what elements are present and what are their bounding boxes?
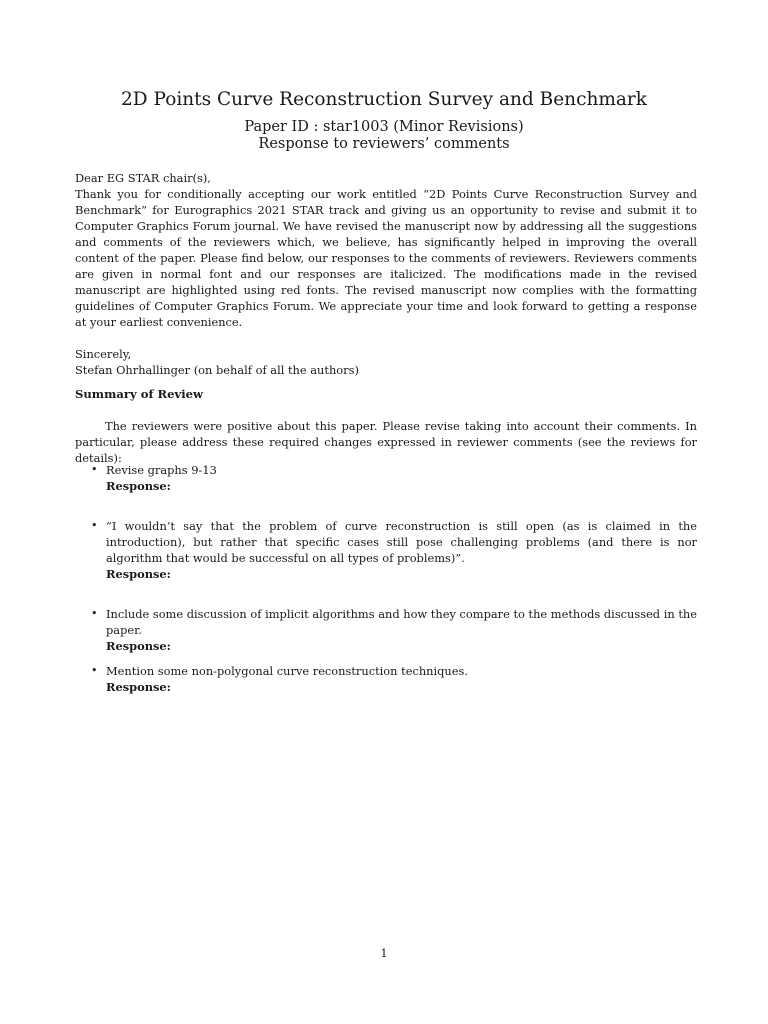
summary-heading: Summary of Review (75, 387, 203, 401)
item-text: Mention some non-polygonal curve reconstruction techniques. (106, 664, 468, 678)
bullet-icon: • (91, 519, 98, 532)
letter-body: Thank you for conditionally accepting our work entitled “2D Points Curve Reconstruction Survey and Benchmark” for Eurographics 2021 STAR track and giving us an opportunity to revise and submit it to Computer Graphics Forum journal. We have revised the manuscript now by addressing all the suggestions and comments of the reviewers which, we believe, has significantly helped in improving the overall content of the paper. Please find below, our responses to the comments of reviewers. Reviewers comments are given in normal font and our responses are italicized. The modifications made in the revised manuscript are highlighted using red fonts. The revised manuscript now complies with the formatting guidelines of Computer Graphics Forum. We appreciate your time and look forward to getting a response at your earliest convenience. (75, 187, 697, 329)
document-title: 2D Points Curve Reconstruction Survey and Benchmark (121, 89, 647, 110)
response-heading: Response to reviewers’ comments (258, 136, 510, 152)
bullet-icon: • (91, 664, 98, 677)
response-label: Response: (106, 479, 171, 493)
cover-letter (75, 170, 697, 378)
list-item (75, 462, 697, 494)
page-number: 1 (380, 946, 388, 960)
summary-text: The reviewers were positive about this paper. Please revise taking into account their comments. In particular, please address these required changes expressed in reviewer comments (see the reviews for details): (75, 419, 697, 465)
list-item (75, 518, 697, 582)
closing: Sincerely, (75, 347, 132, 361)
item-text: Revise graphs 9-13 (106, 463, 217, 477)
response-label: Response: (106, 567, 171, 581)
signature: Stefan Ohrhallinger (on behalf of all the authors) (75, 363, 359, 377)
paper-id-line: Paper ID : star1003 (Minor Revisions) (244, 119, 524, 135)
item-text: “I wouldn’t say that the problem of curve reconstruction is still open (as is claimed in the introduction), but rather that specific cases still pose challenging problems (and there is nor algorithm that would be successful on all types of problems)”. (106, 519, 697, 565)
list-item (75, 606, 697, 654)
response-label: Response: (106, 639, 171, 653)
response-label: Response: (106, 680, 171, 694)
bullet-icon: • (91, 607, 98, 620)
subtitle-block (0, 119, 768, 153)
bullet-icon: • (91, 463, 98, 476)
salutation: Dear EG STAR chair(s), (75, 171, 211, 185)
item-text: Include some discussion of implicit algorithms and how they compare to the methods discussed in the paper. (106, 607, 697, 637)
list-item (75, 663, 697, 695)
